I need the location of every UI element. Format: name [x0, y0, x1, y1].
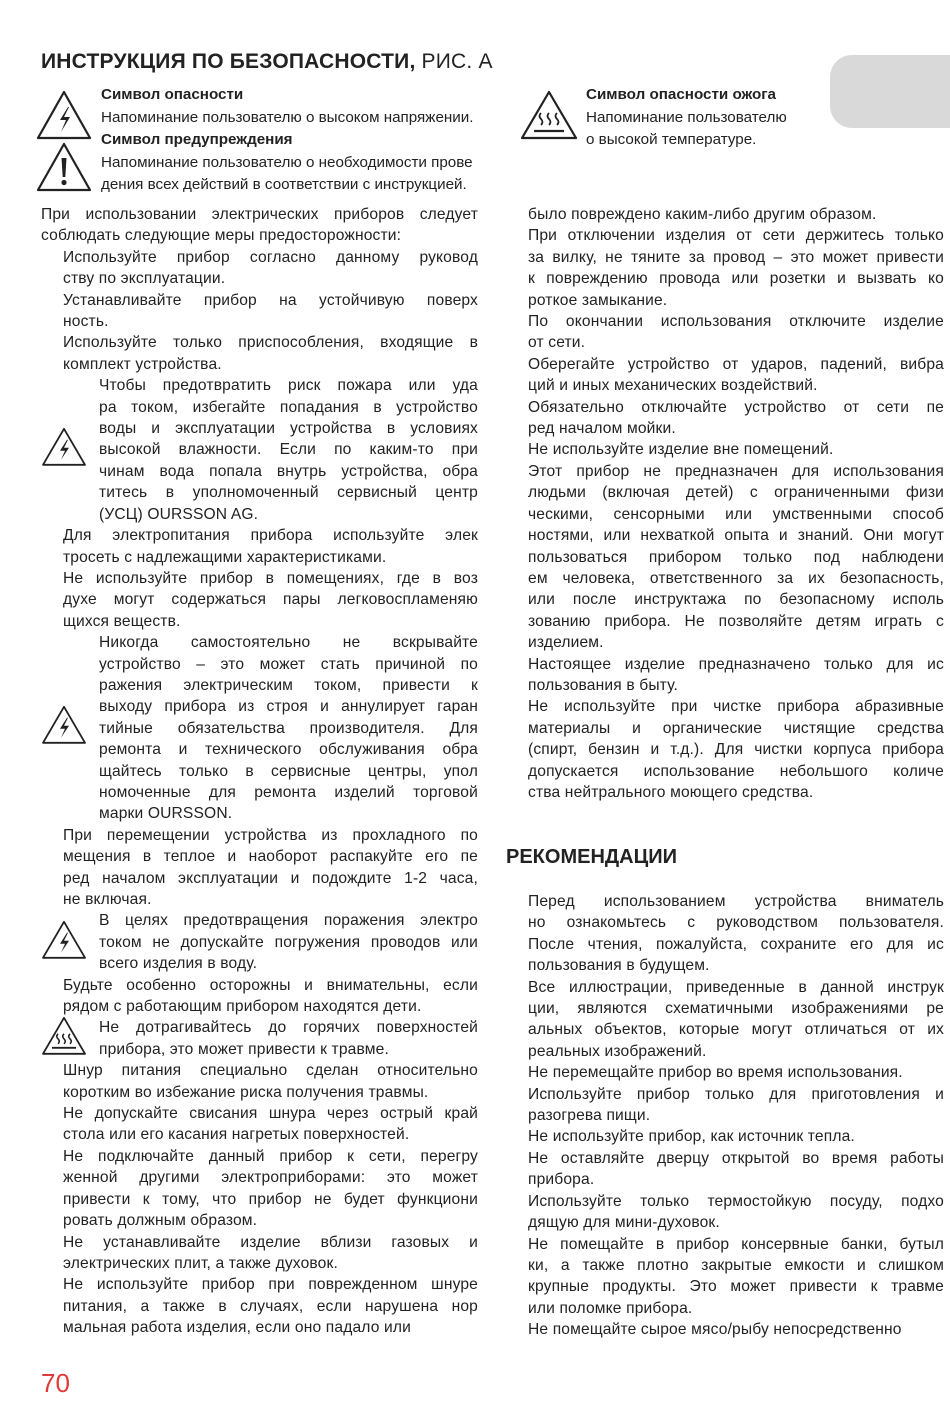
text-line: ностями, или нехваткой опыта и знаний. Они могут — [528, 527, 944, 545]
text-line: ческими, сенсорными или умственными способ — [528, 505, 944, 523]
text-line: материалы и органические чистящие средства — [528, 719, 944, 737]
text-line: Все иллюстрации, приведенные в данной инструк — [528, 978, 944, 996]
lightning-warning-icon — [41, 705, 87, 751]
text-line: При использовании электрических приборов следует — [41, 206, 478, 223]
text-line: электрических плит, а также духовок. — [63, 1254, 338, 1272]
text-line: ства нейтрального моющего средства. — [528, 783, 814, 801]
paragraph — [63, 290, 478, 333]
text-line: Не перемещайте прибор во время использования. — [528, 1064, 903, 1082]
text-line: Оберегайте устройство от ударов, падений, вибра — [528, 355, 944, 373]
text-line: марки OURSSON. — [99, 805, 233, 823]
paragraph — [63, 247, 478, 290]
text-line: Не используйте при чистке прибора абразивные — [528, 698, 944, 716]
warning-block — [63, 1017, 478, 1060]
text-line: мальная работа изделия, если оно падало или — [63, 1319, 411, 1337]
paragraph — [528, 461, 944, 654]
text-line: Перед использованием устройства вниматель — [528, 893, 944, 910]
danger-symbol-text: Напоминание пользователю о высоком напряжении. — [101, 108, 474, 126]
paragraph — [528, 1191, 944, 1234]
text-line: духе могут содержаться пары легковоспламеняю — [63, 591, 478, 609]
text-line: ки, а также плотно закрытые емкости и слишком — [528, 1256, 944, 1274]
text-line: При отключении изделия от сети держитесь только — [528, 227, 944, 245]
text-line: Не оставляйте дверцу открытой во время работы — [528, 1149, 944, 1167]
text-line: номоченные для ремонта изделий торговой — [99, 783, 478, 801]
text-line: разогрева пищи. — [528, 1107, 651, 1125]
text-line: Используйте прибор согласно данному руковод — [63, 248, 478, 266]
text-line: Не устанавливайте изделие вблизи газовых и — [63, 1233, 478, 1251]
text-line: было повреждено каким-либо другим образом. — [528, 206, 877, 223]
text-line: ций и иных механических воздействий. — [528, 377, 818, 395]
text-line: мещения в теплое и наоборот распакуйте его пе — [63, 848, 478, 866]
text-line: (УСЦ) OURSSON AG. — [99, 505, 259, 523]
paragraph — [63, 1060, 478, 1103]
text-line: допускается использование небольшого количе — [528, 762, 944, 780]
lightning-warning-icon — [35, 89, 93, 146]
text-line: пользования в быту. — [528, 676, 679, 694]
warning-symbol-text-1: Напоминание пользователю о необходимости прове — [101, 153, 473, 171]
paragraph — [528, 1319, 944, 1340]
hot-surface-icon — [41, 1016, 87, 1062]
text-line: щайтесь только в сервисные центры, упол — [99, 762, 478, 780]
exclamation-warning-icon — [35, 141, 93, 198]
text-line: от сети. — [528, 334, 586, 352]
text-line: По окончании использования отключите изделие — [528, 313, 944, 331]
text-line: Не помещайте в прибор консервные банки, бутыл — [528, 1235, 944, 1253]
text-line: Не помещайте сырое мясо/рыбу непосредственно — [528, 1321, 902, 1339]
paragraph — [528, 1062, 944, 1083]
text-line: воды и эксплуатации устройства в условиях — [99, 420, 478, 438]
page-number: 70 — [41, 1368, 70, 1398]
text-line: (спирт, бензин и т.д.). Для чистки корпуса прибора — [528, 741, 944, 759]
paragraph — [528, 204, 944, 225]
text-line: Не используйте прибор, как источник тепла. — [528, 1128, 855, 1146]
text-line: током не допускайте погружения проводов или — [99, 933, 478, 951]
text-line: рядом с работающим прибором находятся дети. — [63, 998, 422, 1016]
text-line: питания, а также в случаях, если нарушена нор — [63, 1297, 478, 1315]
text-line: прибора, это может привести к травме. — [99, 1040, 389, 1058]
text-line: Не подключайте данный прибор к сети, перегру — [63, 1147, 478, 1165]
burn-symbol-text-1: Напоминание пользователю — [586, 108, 787, 126]
text-line: устройство – это может стать причиной по — [99, 655, 478, 673]
text-line: Используйте только термостойкую посуду, подхо — [528, 1192, 944, 1210]
paragraph — [63, 568, 478, 632]
text-line: ред началом эксплуатации и подождите 1-2 часа, — [63, 869, 478, 887]
text-line: женной другими электроприборами: это может — [63, 1169, 478, 1187]
text-line: Никогда самостоятельно не вскрывайте — [99, 634, 478, 652]
page-title: ИНСТРУКЦИЯ ПО БЕЗОПАСНОСТИ, РИС. А — [41, 50, 493, 73]
text-line: реальных изображений. — [528, 1042, 707, 1060]
left-column — [41, 204, 478, 1339]
text-line: ность. — [63, 313, 109, 331]
paragraph — [528, 977, 944, 1063]
text-line: щихся веществ. — [63, 612, 181, 630]
text-line: В целях предотвращения поражения электро — [99, 912, 478, 930]
text-line: Не используйте прибор при поврежденном шнуре — [63, 1276, 478, 1294]
text-line: зованию прибора. Не позволяйте детям играть с — [528, 612, 944, 630]
text-line: Этот прибор не предназначен для использования — [528, 462, 944, 480]
lightning-warning-icon — [41, 919, 87, 965]
paragraph — [528, 1084, 944, 1127]
text-line: людьми (включая детей) с ограниченными физи — [528, 484, 944, 502]
text-line: выходу прибора из строя и аннулирует гаран — [99, 698, 478, 716]
text-line: не включая. — [63, 891, 152, 908]
text-line: Не допускайте свисания шнура через острый край — [63, 1105, 478, 1123]
text-line: ра током, избегайте попадания в устройство — [99, 398, 478, 416]
recommendations-column — [528, 891, 944, 1341]
paragraph — [63, 1232, 478, 1275]
text-line: комплект устройства. — [63, 355, 222, 373]
text-line: роткое замыкание. — [528, 291, 668, 309]
text-line: изделием. — [528, 634, 604, 652]
text-line: Для электропитания прибора используйте элек — [63, 527, 478, 545]
text-line: коротким во избежание риска получения травмы. — [63, 1083, 429, 1101]
text-line: но ознакомьтесь с руководством пользователя. — [528, 914, 944, 932]
text-line: за вилку, не тяните за провод – это может привести — [528, 248, 944, 266]
text-line: дящую для мини-духовок. — [528, 1214, 720, 1232]
text-line: ции, являются схематичными изображениями ре — [528, 1000, 944, 1018]
paragraph — [528, 1148, 944, 1191]
warning-symbol-title: Символ предупреждения — [101, 131, 293, 148]
text-line: ражения электрическим током, привести к — [99, 676, 478, 694]
recommendations-heading: РЕКОМЕНДАЦИИ — [506, 846, 677, 868]
text-line: титесь в уполномоченный сервисный центр — [99, 484, 478, 502]
text-line: Не используйте прибор в помещениях, где в воз — [63, 569, 478, 587]
paragraph — [528, 654, 944, 697]
burn-symbol-legend — [586, 84, 787, 152]
text-line: ровать должным образом. — [63, 1212, 258, 1230]
warning-block — [63, 375, 478, 525]
paragraph — [63, 525, 478, 568]
paragraph — [528, 354, 944, 397]
text-line: привести к тому, что прибор не будет функциони — [63, 1190, 478, 1208]
section-tab — [830, 55, 950, 128]
warning-block — [63, 910, 478, 974]
text-line: тийные обязательства производителя. Для — [99, 719, 478, 737]
lightning-warning-icon — [41, 427, 87, 473]
text-line: чинам вода попала внутрь устройства, обра — [99, 462, 478, 480]
paragraph — [63, 975, 478, 1018]
text-line: Будьте особенно осторожны и внимательны, если — [63, 976, 478, 994]
text-line: тросеть с надлежащими характеристиками. — [63, 548, 387, 566]
text-line: Используйте прибор только для приготовления и — [528, 1085, 944, 1103]
burn-symbol-title: Символ опасности ожога — [586, 86, 776, 103]
text-line: ремонта и технического обслуживания обра — [99, 741, 478, 759]
text-line: высокой влажности. Если по каким-то при — [99, 441, 478, 459]
paragraph — [528, 1234, 944, 1320]
text-line: пользоваться прибором только под наблюдени — [528, 548, 944, 566]
paragraph — [528, 1126, 944, 1147]
warning-symbol-text-2: дения всех действий в соответствии с инструкцией. — [101, 176, 467, 193]
text-line: ству по эксплуатации. — [63, 270, 226, 288]
text-line: Обязательно отключайте устройство от сети пе — [528, 398, 944, 416]
text-line: всего изделия в воду. — [99, 955, 258, 973]
paragraph — [528, 397, 944, 440]
paragraph — [63, 1274, 478, 1338]
text-line: Не дотрагивайтесь до горячих поверхностей — [99, 1019, 478, 1037]
text-line: или поломке прибора. — [528, 1299, 693, 1317]
danger-symbol-title: Символ опасности — [101, 86, 244, 103]
text-line: крупные продукты. Это может привести к травме — [528, 1278, 944, 1296]
paragraph — [528, 891, 944, 977]
text-line: Шнур питания специально сделан относительно — [63, 1062, 478, 1080]
text-line: Устанавливайте прибор на устойчивую поверх — [63, 291, 478, 309]
text-line: или после инструктажа по безопасному исполь — [528, 591, 944, 609]
text-line: ем человека, ответственного за их безопасность, — [528, 569, 944, 587]
burn-symbol-text-2: о высокой температуре. — [586, 131, 757, 148]
text-line: После чтения, пожалуйста, сохраните его для ис — [528, 935, 944, 953]
text-line: прибора. — [528, 1171, 595, 1189]
text-line: Используйте только приспособления, входящие в — [63, 334, 478, 352]
paragraph — [63, 1146, 478, 1232]
text-line: соблюдать следующие меры предосторожности: — [41, 227, 402, 245]
hot-surface-icon — [519, 89, 579, 146]
text-line: стола или его касания нагретых поверхностей. — [63, 1126, 410, 1144]
text-line: Настоящее изделие предназначено только для ис — [528, 655, 944, 673]
warning-block — [63, 632, 478, 825]
text-line: к повреждению провода или розетки и вызвать ко — [528, 270, 944, 288]
paragraph — [63, 1103, 478, 1146]
text-line: ред началом мойки. — [528, 420, 676, 438]
right-column — [528, 204, 944, 803]
paragraph — [41, 204, 478, 247]
paragraph — [63, 825, 478, 911]
text-line: Не используйте изделие вне помещений. — [528, 441, 834, 459]
paragraph — [528, 225, 944, 311]
paragraph — [528, 439, 944, 460]
paragraph — [528, 696, 944, 803]
text-line: Чтобы предотвратить риск пожара или уда — [99, 377, 478, 395]
paragraph — [528, 311, 944, 354]
danger-symbol-legend — [101, 84, 473, 197]
text-line: При перемещении устройства из прохладного по — [63, 826, 478, 844]
text-line: пользования в будущем. — [528, 957, 710, 975]
paragraph — [63, 332, 478, 375]
text-line: альных объектов, которые могут отличаться от их — [528, 1021, 944, 1039]
